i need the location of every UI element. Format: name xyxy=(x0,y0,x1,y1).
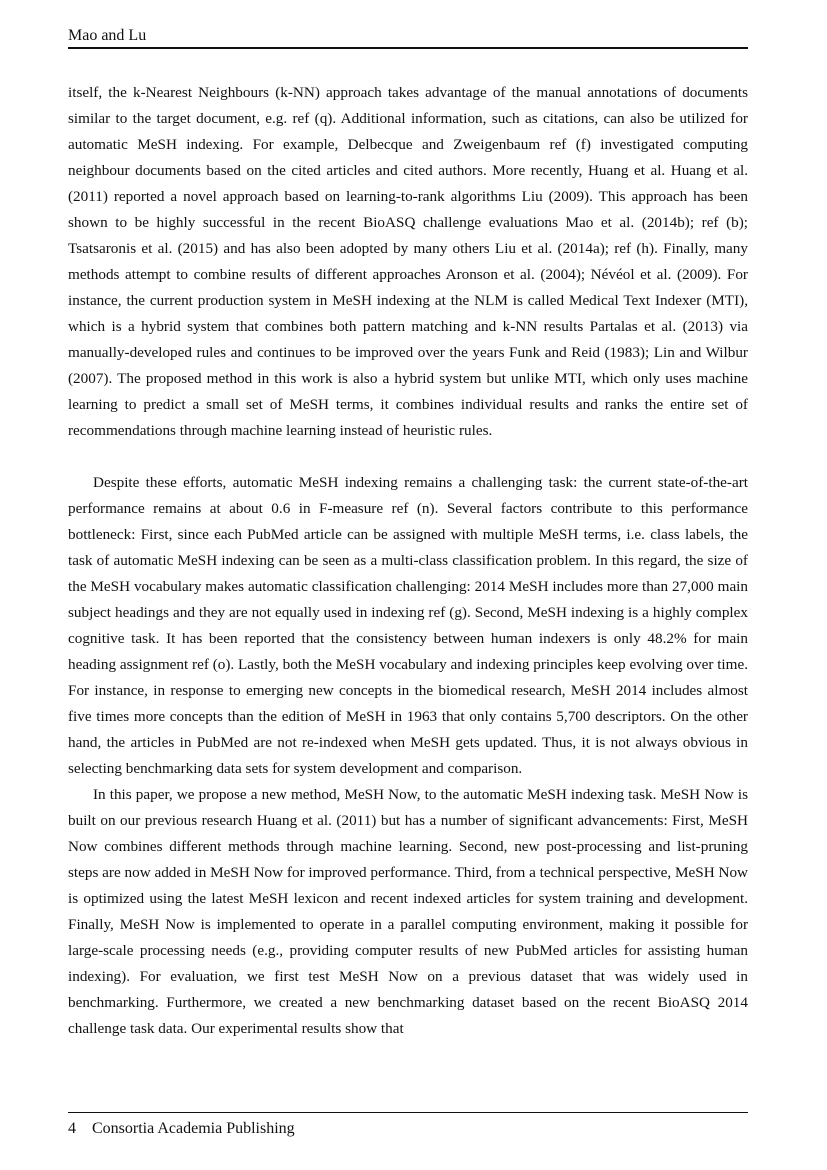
publisher-name: Consortia Academia Publishing xyxy=(92,1120,295,1137)
paragraph: Despite these efforts, automatic MeSH indexing remains a challenging task: the current state-of-the-art performance remains at about 0.6 in F-measure ref (n). Several factors contribute to this performance bottleneck: First, since each PubMed article can be assigned with multiple MeSH terms, i.e. class labels, the task of automatic MeSH indexing can be seen as a multi-class classification problem. In this regard, the size of the MeSH vocabulary makes automatic classification challenging: 2014 MeSH includes more than 27,000 main subject headings and they are not equally used in indexing ref (g). Second, MeSH indexing is a highly complex cognitive task. It has been reported that the consistency between human indexers is only 48.2% for main heading assignment ref (o). Lastly, both the MeSH vocabulary and indexing principles keep evolving over time. For instance, in response to emerging new concepts in the biomedical research, MeSH 2014 includes almost five times more concepts than the edition of MeSH in 1963 that only contains 5,700 descriptors. On the other hand, the articles in PubMed are not re-indexed when MeSH gets updated. Thus, it is not always obvious in selecting benchmarking data sets for system development and comparison. xyxy=(68,474,748,777)
header-divider xyxy=(68,47,748,49)
footer-divider xyxy=(68,1112,748,1113)
running-header-author: Mao and Lu xyxy=(68,27,147,44)
page-footer xyxy=(68,1119,748,1139)
page-number: 4 xyxy=(68,1120,76,1137)
paragraph: In this paper, we propose a new method, MeSH Now, to the automatic MeSH indexing task. MeSH Now is built on our previous research Huang et al. (2011) but has a number of significant advancements: First, MeSH Now combines different methods through machine learning. Second, new post-processing and list-pruning steps are now added in MeSH Now for improved performance. Third, from a technical perspective, MeSH Now is optimized using the latest MeSH lexicon and recent indexed articles for system training and development. Finally, MeSH Now is implemented to operate in a parallel computing environment, making it possible for large-scale processing needs (e.g., providing computer results of new PubMed articles for assisting human indexing). For evaluation, we first test MeSH Now on a previous dataset that was widely used in benchmarking. Furthermore, we created a new benchmarking dataset based on the recent BioASQ 2014 challenge task data. Our experimental results show that xyxy=(68,786,749,1037)
paragraph: itself, the k-Nearest Neighbours (k-NN) approach takes advantage of the manual annotations of documents similar to the target document, e.g. ref (q). Additional information, such as citations, can also be utilized for automatic MeSH indexing. For example, Delbecque and Zweigenbaum ref (f) investigated computing neighbour documents based on the cited articles and cited authors. More recently, Huang et al. Huang et al. (2011) reported a novel approach based on learning-to-rank algorithms Liu (2009). This approach has been shown to be highly successful in the recent BioASQ challenge evaluations Mao et al. (2014b); ref (b); Tsatsaronis et al. (2015) and has also been adopted by many others Liu et al. (2014a); ref (h). Finally, many methods attempt to combine results of different approaches Aronson et al. (2004); Névéol et al. (2009). For instance, the current production system in MeSH indexing at the NLM is called Medical Text Indexer (MTI), which is a hybrid system that combines both pattern matching and k-NN results Partalas et al. (2013) via manually-developed rules and continues to be improved over the years Funk and Reid (1983); Lin and Wilbur (2007). The proposed method in this work is also a hybrid system but unlike MTI, which only uses machine learning to predict a small set of MeSH terms, it combines individual results and ranks the entire set of recommendations through machine learning instead of heuristic rules. xyxy=(68,84,748,439)
body-text xyxy=(68,80,748,1042)
running-header xyxy=(68,26,748,48)
